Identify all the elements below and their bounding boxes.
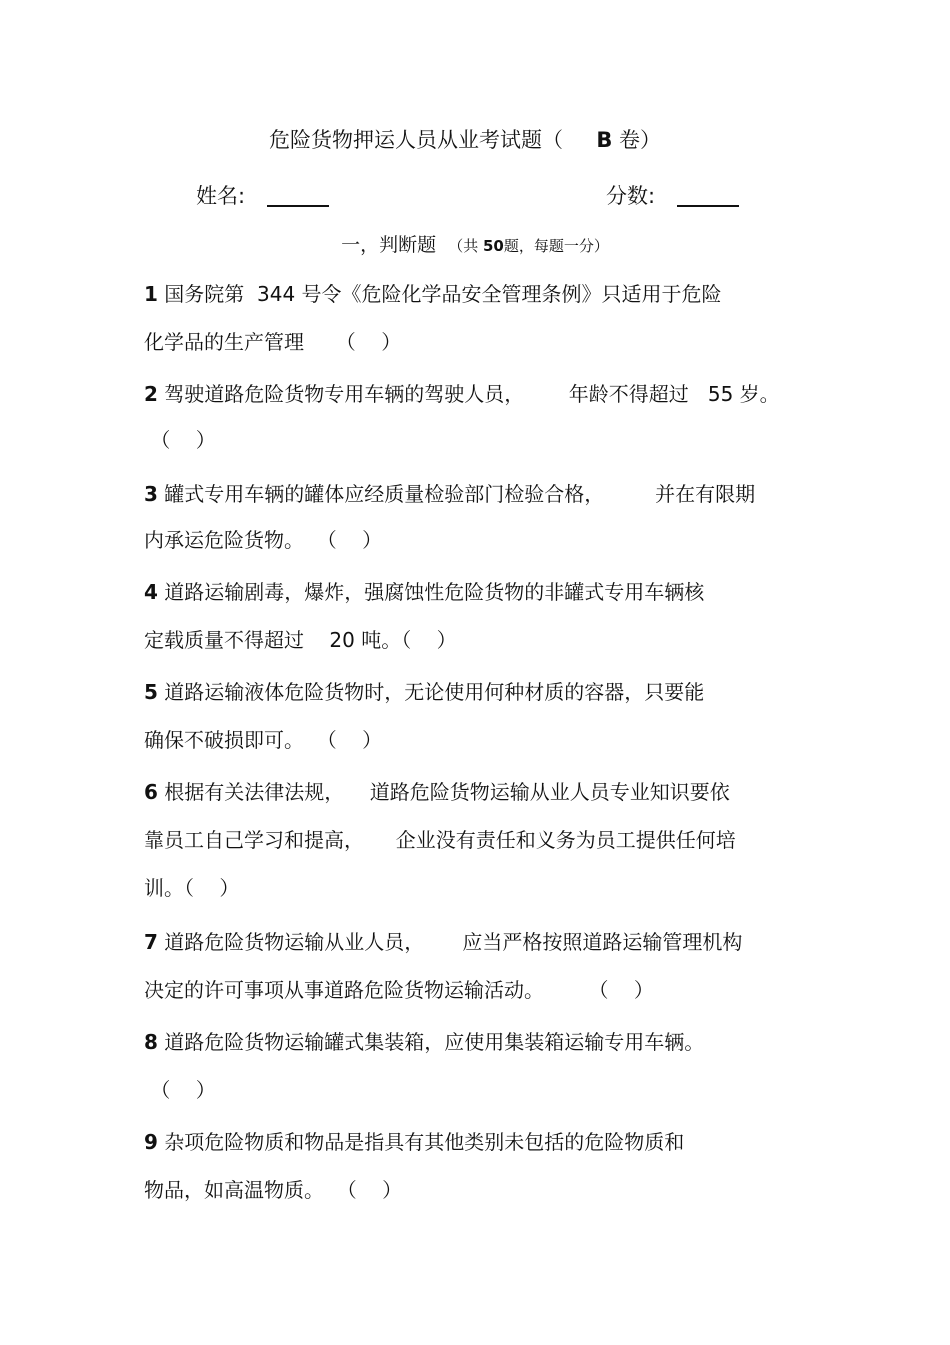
question-number: 2 — [144, 382, 158, 406]
question-7-line-2 — [144, 976, 654, 1004]
question-number: 9 — [144, 1130, 158, 1154]
question-text: 杂项危险物质和物品是指具有其他类别未包括的危险物质和 — [157, 1130, 685, 1154]
question-text: 物品，如高温物质。 （ ） — [144, 1178, 403, 1202]
question-1-line-1 — [144, 280, 722, 308]
question-4-line-1 — [144, 578, 704, 606]
question-1-line-2 — [144, 328, 401, 356]
question-6-line-2 — [144, 826, 736, 854]
question-number: 3 — [144, 482, 158, 506]
question-text: 国务院第 344 号令《危险化学品安全管理条例》只适用于危险 — [164, 282, 722, 306]
question-3-line-2 — [144, 526, 382, 554]
section-note-prefix: （共 — [448, 237, 483, 255]
name-label: 姓名: — [196, 184, 246, 208]
question-number: 5 — [144, 680, 158, 704]
question-text: 道路运输剧毒，爆炸，强腐蚀性危险货物的非罐式专用车辆核 — [164, 580, 705, 604]
score-field — [606, 180, 739, 210]
question-text: （ ） — [144, 428, 216, 452]
question-number: 1 — [144, 282, 158, 306]
question-9-line-1 — [144, 1128, 684, 1156]
question-text: 化学品的生产管理 （ ） — [144, 330, 402, 354]
question-number: 7 — [144, 930, 158, 954]
question-2-line-1 — [144, 380, 780, 408]
question-9-line-2 — [144, 1176, 402, 1204]
question-5-line-1 — [144, 678, 704, 706]
question-text: 靠员工自己学习和提高， 企业没有责任和义务为员工提供任何培 — [144, 828, 736, 852]
question-6-line-1 — [144, 778, 730, 806]
question-6-line-3 — [144, 874, 239, 902]
question-text: 定载质量不得超过 20 吨。（ ） — [144, 628, 457, 652]
question-text: 根据有关法律法规， 道路危险货物运输从业人员专业知识要依 — [164, 780, 730, 804]
score-label: 分数: — [606, 184, 656, 208]
question-text: 罐式专用车辆的罐体应经质量检验部门检验合格， 并在有限期 — [164, 482, 756, 506]
question-3-line-1 — [144, 480, 755, 508]
title-text: 危险货物押运人员从业考试题（ — [268, 128, 597, 152]
question-text: 训。（ ） — [144, 876, 240, 900]
question-number: 6 — [144, 780, 158, 804]
question-text: 道路运输液体危险货物时，无论使用何种材质的容器，只要能 — [164, 680, 705, 704]
exam-title — [0, 124, 930, 154]
question-text: （ ） — [144, 1078, 216, 1102]
question-text: 确保不破损即可。 （ ） — [144, 728, 383, 752]
question-text: 内承运危险货物。 （ ） — [144, 528, 383, 552]
title-suffix: 卷） — [612, 128, 662, 152]
question-text: 驾驶道路危险货物专用车辆的驾驶人员， 年龄不得超过 55 岁。 — [164, 382, 780, 406]
question-number: 8 — [144, 1030, 158, 1054]
question-text: 道路危险货物运输罐式集装箱，应使用集装箱运输专用车辆。 — [157, 1030, 705, 1054]
section-title: 一，判断题 — [341, 234, 449, 256]
question-5-line-2 — [144, 726, 382, 754]
section-note-suffix: 题，每题一分） — [503, 237, 609, 255]
question-text: 道路危险货物运输从业人员， 应当严格按照道路运输管理机构 — [164, 930, 743, 954]
question-8-line-1 — [144, 1028, 704, 1056]
name-blank-line[interactable] — [267, 205, 329, 207]
section-heading — [0, 230, 950, 257]
question-2-line-2 — [144, 426, 216, 454]
score-blank-line[interactable] — [677, 205, 739, 207]
section-note-count: 50 — [482, 237, 504, 255]
question-7-line-1 — [144, 928, 742, 956]
section-note — [448, 237, 609, 255]
question-number: 4 — [144, 580, 158, 604]
title-paper-letter: B — [596, 128, 613, 152]
name-field — [196, 180, 329, 210]
question-text: 决定的许可事项从事道路危险货物运输活动。 （ ） — [144, 978, 654, 1002]
question-8-line-2 — [144, 1076, 216, 1104]
question-4-line-2 — [144, 626, 457, 654]
